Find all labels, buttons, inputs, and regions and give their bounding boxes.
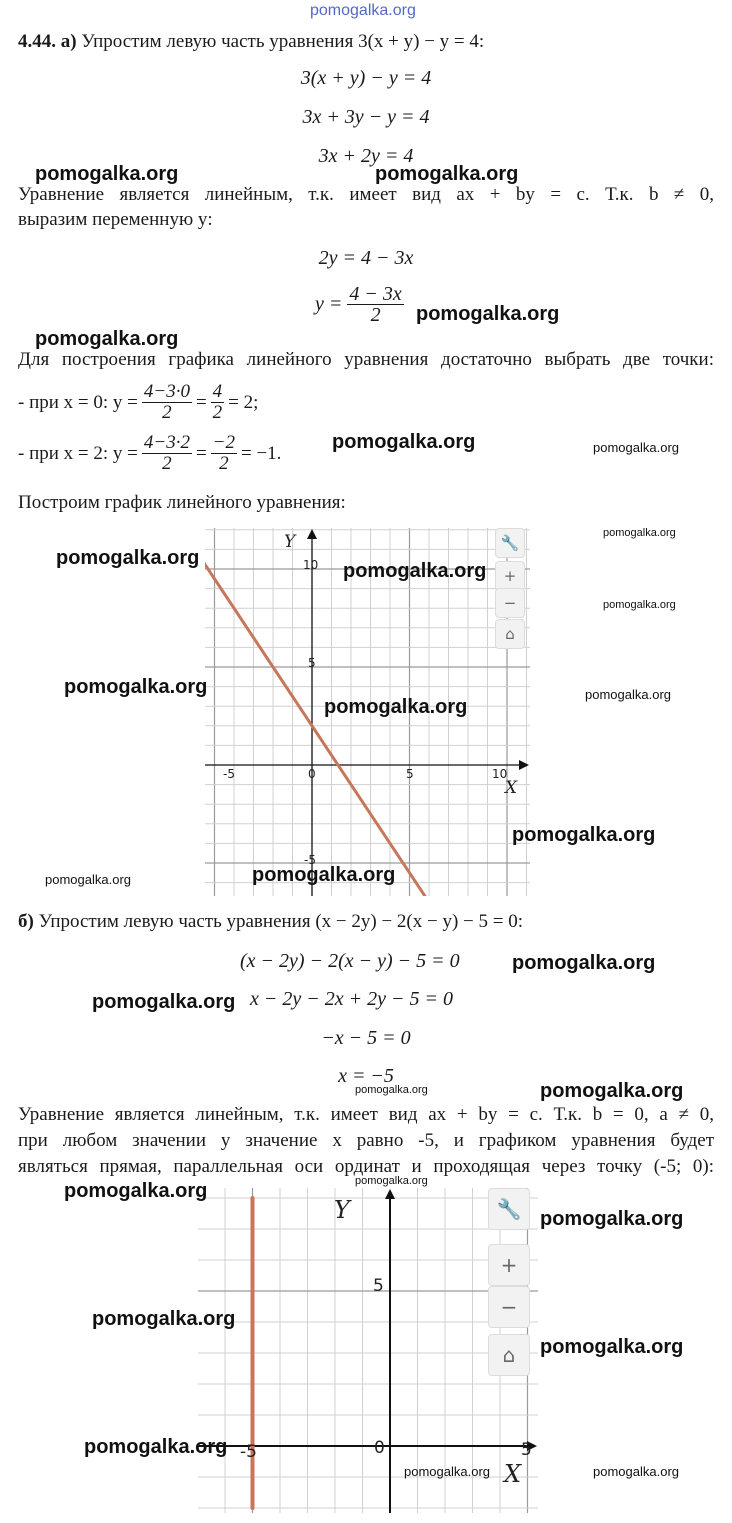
eq-b-3: −x − 5 = 0 bbox=[321, 1027, 411, 1049]
tick-label-x0: 0 bbox=[374, 1438, 385, 1458]
fraction-denominator: 2 bbox=[212, 402, 223, 423]
watermark: pomogalka.org bbox=[375, 163, 519, 185]
watermark: pomogalka.org bbox=[56, 547, 200, 569]
watermark-top: pomogalka.org bbox=[310, 2, 416, 19]
watermark: pomogalka.org bbox=[540, 1336, 684, 1358]
fraction-denominator: 2 bbox=[162, 402, 172, 423]
fraction-numerator: 4 − 3x bbox=[349, 283, 402, 305]
watermark: pomogalka.org bbox=[355, 1084, 428, 1096]
watermark: pomogalka.org bbox=[416, 303, 560, 325]
watermark: pomogalka.org bbox=[324, 696, 468, 718]
watermark: pomogalka.org bbox=[540, 1208, 684, 1230]
tick-label-x10: 10 bbox=[492, 767, 508, 781]
watermark: pomogalka.org bbox=[35, 163, 179, 185]
part-b-text-1: Уравнение является линейным, т.к. имеет вид ax + by = c. Т.к. b = 0, a ≠ 0, bbox=[18, 1104, 714, 1125]
watermark: pomogalka.org bbox=[512, 952, 656, 974]
zoom-out-button[interactable]: − bbox=[488, 1286, 530, 1328]
home-icon[interactable]: ⌂ bbox=[495, 619, 525, 649]
equals: = bbox=[195, 442, 207, 464]
point-1-line bbox=[18, 382, 258, 423]
x-axis-arrow bbox=[519, 760, 529, 770]
home-icon[interactable]: ⌂ bbox=[488, 1334, 530, 1376]
watermark: pomogalka.org bbox=[64, 676, 208, 698]
point-2-fraction-2 bbox=[211, 433, 237, 474]
watermark: pomogalka.org bbox=[593, 440, 679, 455]
linear-text-a-1: Уравнение является линейным, т.к. имеет вид ax + by = c. Т.к. b ≠ 0, bbox=[18, 184, 714, 205]
fraction-denominator: 2 bbox=[162, 453, 172, 474]
eq-b-4: x = −5 bbox=[338, 1065, 394, 1087]
point-2-fraction bbox=[142, 433, 192, 474]
fraction-numerator: −2 bbox=[212, 432, 235, 453]
watermark: pomogalka.org bbox=[603, 527, 676, 539]
watermark: pomogalka.org bbox=[64, 1180, 208, 1202]
eq-a-1: 3(x + y) − y = 4 bbox=[300, 67, 432, 89]
eq-a-3: 3x + 2y = 4 bbox=[318, 145, 414, 167]
part-b-text-2: при любом значении y значение x равно -5, и графиком уравнения будет bbox=[18, 1130, 714, 1151]
wrench-icon[interactable]: 🔧 bbox=[488, 1188, 530, 1230]
point-1-result: = 2; bbox=[228, 391, 259, 413]
wrench-icon[interactable]: 🔧 bbox=[495, 528, 525, 558]
tick-label-x5: 5 bbox=[406, 767, 414, 781]
zoom-out-button[interactable]: − bbox=[495, 588, 525, 618]
watermark: pomogalka.org bbox=[35, 328, 179, 350]
y-axis-arrow bbox=[307, 529, 317, 539]
eq-a-5-lhs: y = bbox=[315, 293, 343, 315]
tick-label-y-5: -5 bbox=[304, 853, 316, 867]
watermark: pomogalka.org bbox=[593, 1464, 679, 1479]
watermark: pomogalka.org bbox=[585, 687, 671, 702]
y-axis-arrow bbox=[385, 1189, 395, 1199]
eq-a-5-fraction bbox=[347, 284, 403, 325]
linear-text-a-2: выразим переменную y: bbox=[18, 209, 213, 230]
watermark: pomogalka.org bbox=[355, 1175, 428, 1187]
eq-a-2: 3x + 3y − y = 4 bbox=[302, 106, 430, 128]
zoom-in-button[interactable]: + bbox=[488, 1244, 530, 1286]
point-1-fraction bbox=[142, 382, 192, 423]
watermark: pomogalka.org bbox=[540, 1080, 684, 1102]
point-1-pre: - при x = 0: y = bbox=[18, 391, 138, 413]
graph-intro-a: Построим график линейного уравнения: bbox=[18, 492, 346, 513]
y-axis-label: Y bbox=[334, 1196, 350, 1224]
eq-a-5 bbox=[315, 284, 404, 325]
problem-intro-a bbox=[18, 30, 484, 54]
x-axis-label: X bbox=[504, 1460, 522, 1488]
part-b-letter: б) bbox=[18, 911, 34, 932]
fraction-numerator: 4 bbox=[212, 381, 223, 402]
part-a-intro: Упростим левую часть уравнения 3(x + y) − y = 4: bbox=[81, 31, 485, 52]
watermark: pomogalka.org bbox=[343, 560, 487, 582]
equals: = bbox=[195, 391, 207, 413]
part-b-intro: Упростим левую часть уравнения (x − 2y) − 2(x − y) − 5 = 0: bbox=[38, 911, 523, 932]
tick-label-y10: 10 bbox=[303, 558, 319, 572]
watermark: pomogalka.org bbox=[92, 1308, 236, 1330]
point-2-pre: - при x = 2: y = bbox=[18, 442, 138, 464]
problem-number: 4.44. bbox=[18, 31, 56, 52]
tick-label-x0: 0 bbox=[308, 767, 316, 781]
fraction-numerator: 4−3·2 bbox=[143, 432, 190, 453]
eq-b-1: (x − 2y) − 2(x − y) − 5 = 0 bbox=[240, 950, 460, 972]
tick-label-x-5: -5 bbox=[223, 767, 235, 781]
watermark: pomogalka.org bbox=[45, 872, 131, 887]
watermark: pomogalka.org bbox=[404, 1464, 490, 1479]
y-axis-label: Y bbox=[284, 532, 296, 552]
tick-label-x-5: -5 bbox=[240, 1442, 257, 1462]
points-intro: Для построения графика линейного уравнения достаточно выбрать две точки: bbox=[18, 349, 714, 370]
watermark: pomogalka.org bbox=[92, 991, 236, 1013]
watermark: pomogalka.org bbox=[603, 599, 676, 611]
zoom-in-button[interactable]: + bbox=[495, 561, 525, 591]
tick-label-y5: 5 bbox=[373, 1276, 384, 1296]
fraction-denominator: 2 bbox=[219, 453, 229, 474]
series-line bbox=[205, 549, 429, 896]
tick-label-y5: 5 bbox=[308, 656, 316, 670]
problem-intro-b bbox=[18, 910, 523, 934]
fraction-numerator: 4−3·0 bbox=[143, 381, 190, 402]
x-axis-label: X bbox=[505, 778, 518, 798]
point-2-result: = −1. bbox=[241, 442, 282, 464]
part-b-text-3: являться прямая, параллельная оси ординат и проходящая через точку (-5; 0): bbox=[18, 1156, 714, 1177]
point-2-line bbox=[18, 433, 281, 474]
eq-a-4: 2y = 4 − 3x bbox=[318, 247, 414, 269]
part-a-letter: а) bbox=[60, 31, 77, 52]
watermark: pomogalka.org bbox=[252, 864, 396, 886]
watermark: pomogalka.org bbox=[84, 1436, 228, 1458]
fraction-denominator: 2 bbox=[370, 304, 381, 326]
point-1-fraction-2 bbox=[211, 382, 225, 423]
tick-label-x5: 5 bbox=[521, 1440, 532, 1460]
eq-b-2: x − 2y − 2x + 2y − 5 = 0 bbox=[250, 988, 453, 1010]
watermark: pomogalka.org bbox=[332, 431, 476, 453]
watermark: pomogalka.org bbox=[512, 824, 656, 846]
